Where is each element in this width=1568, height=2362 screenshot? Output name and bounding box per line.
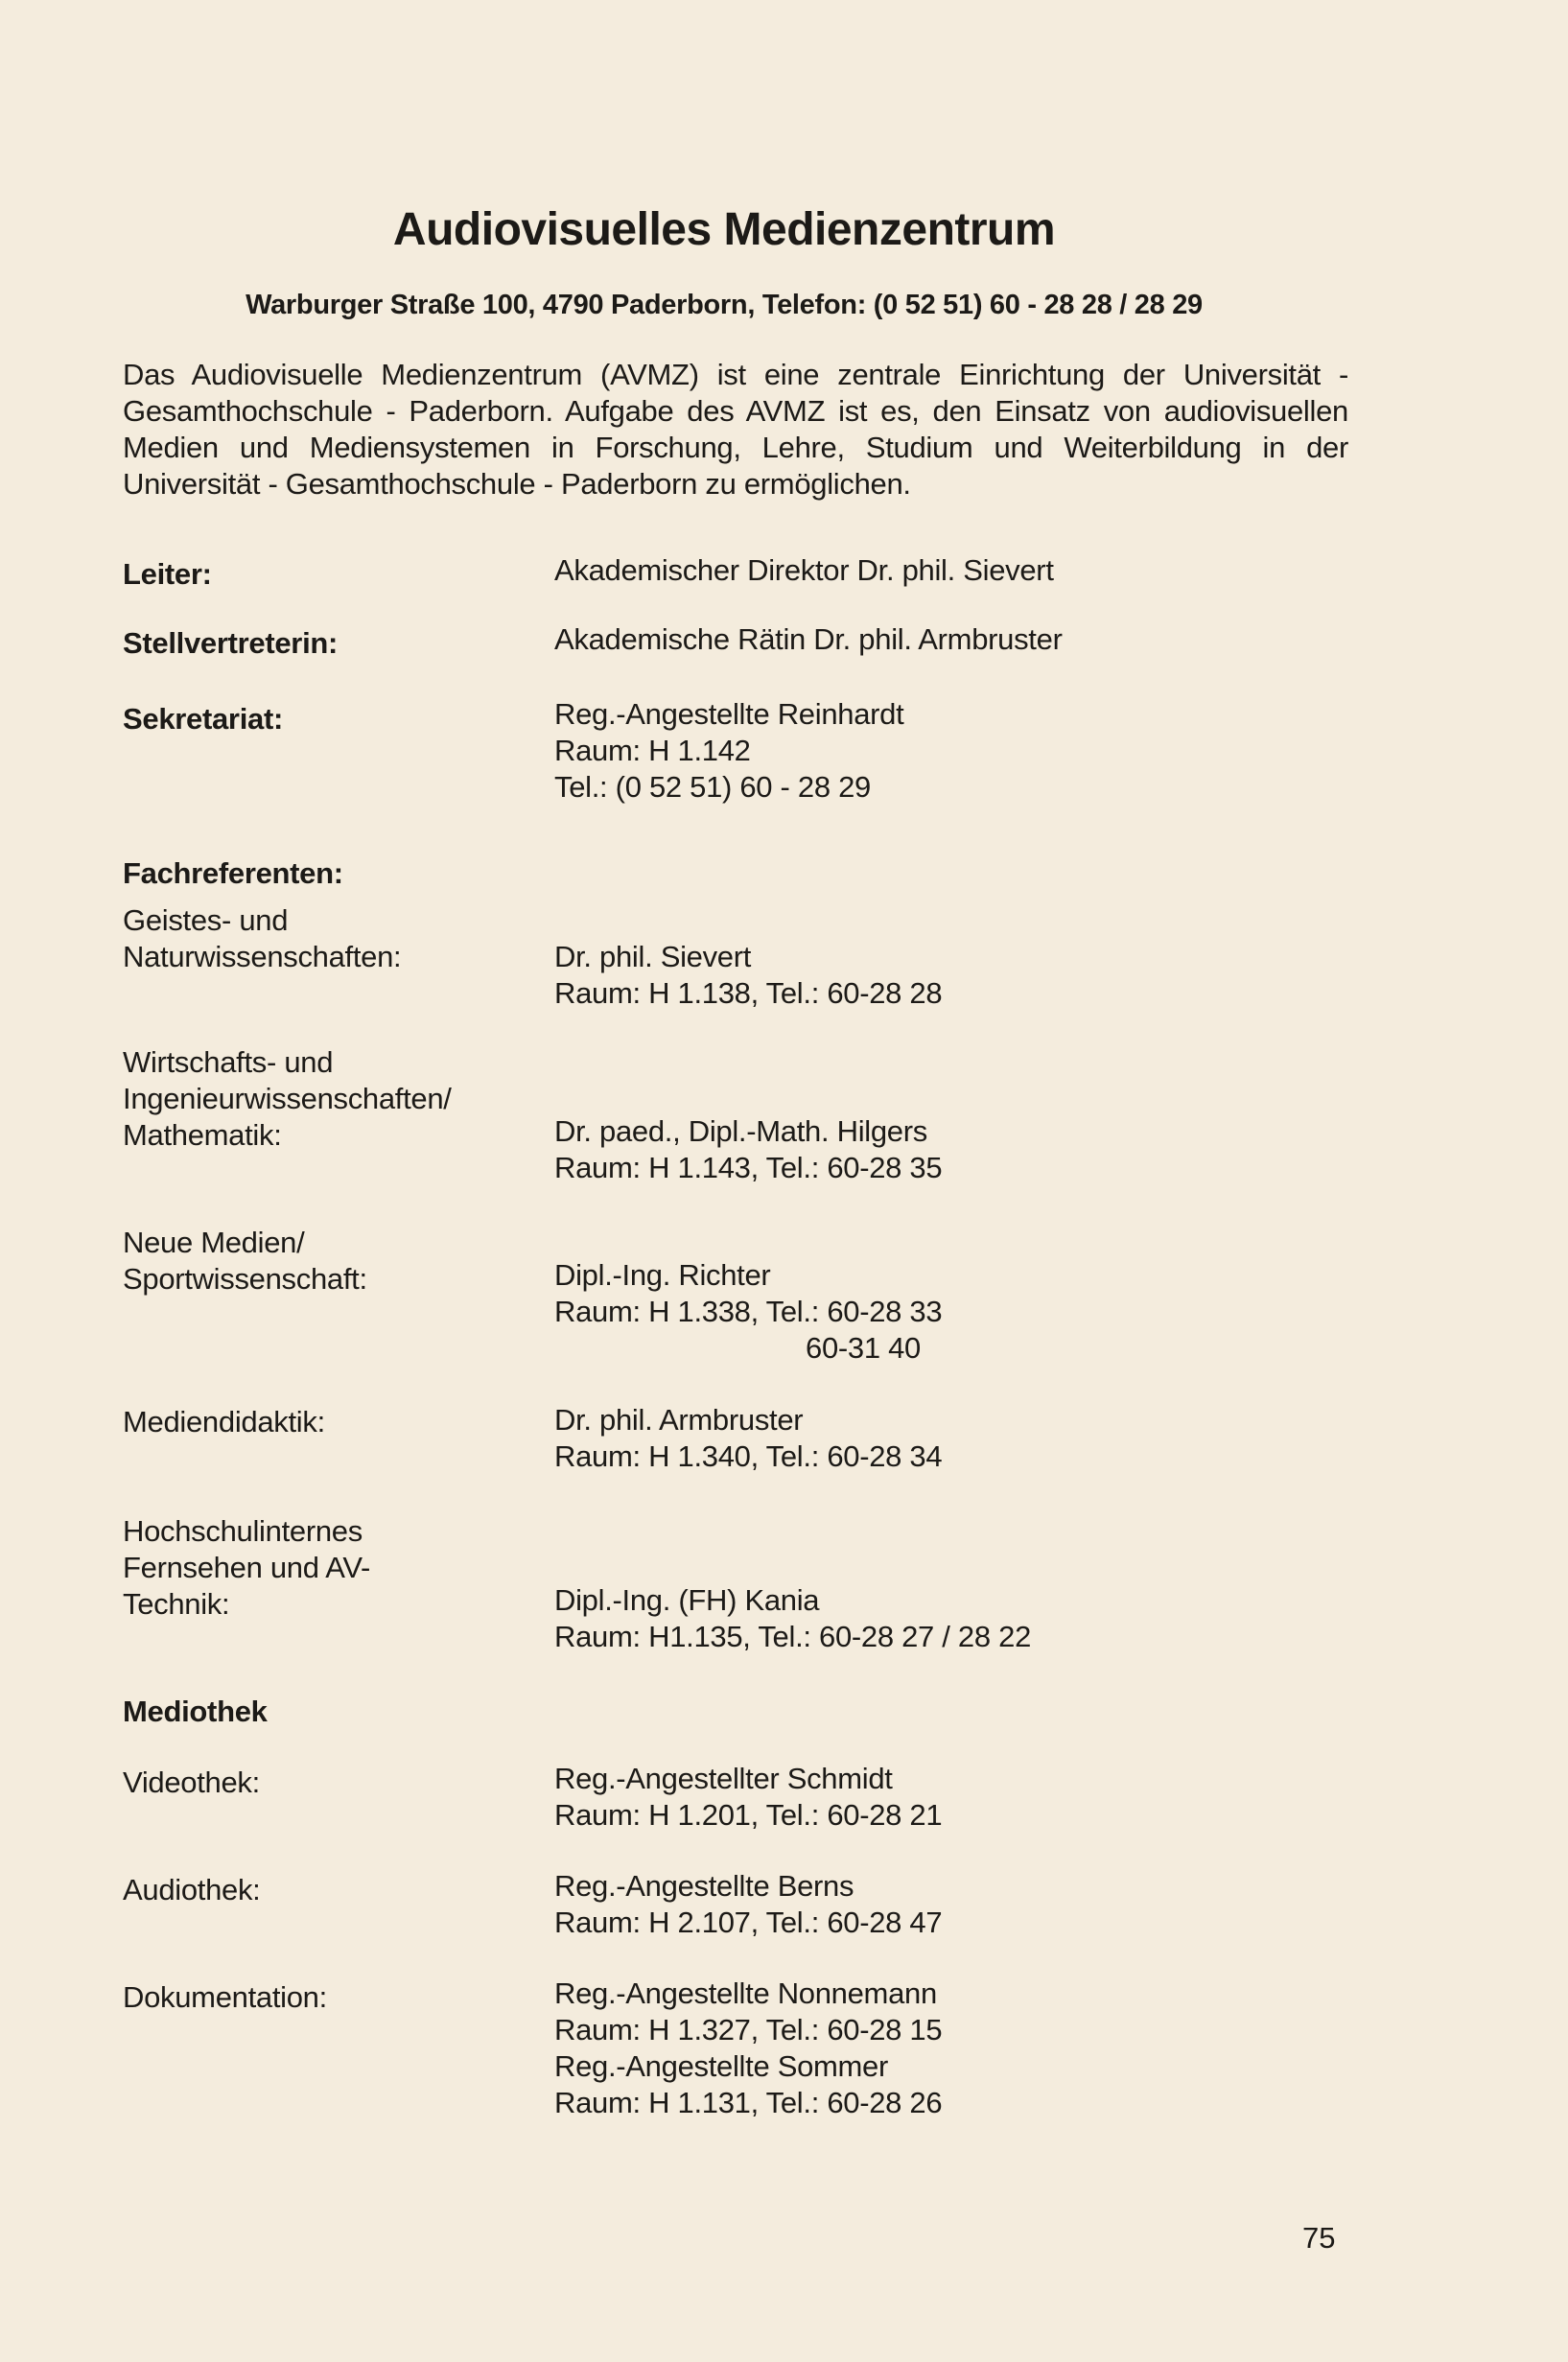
dokumentation-line: Raum: H 1.327, Tel.: 60-28 15: [554, 2013, 943, 2046]
sekretariat-value: [554, 696, 1341, 806]
stellvertreterin-value: Akademische Rätin Dr. phil. Armbruster: [554, 622, 1063, 656]
wirtschaft-label-line: Mathematik:: [123, 1118, 282, 1152]
videothek-label: Videothek:: [123, 1766, 260, 1799]
mediendidaktik-line: Dr. phil. Armbruster: [554, 1403, 804, 1437]
wirtschaft-label-line: Wirtschafts- und: [123, 1045, 334, 1079]
wirtschaft-line: Dr. paed., Dipl.-Math. Hilgers: [554, 1114, 927, 1148]
neue-medien-line: Raum: H 1.338, Tel.: 60-28 33: [554, 1295, 943, 1328]
page-number: 75: [1302, 2221, 1336, 2255]
sekretariat-line: Reg.-Angestellte Reinhardt: [554, 697, 904, 731]
videothek-line: Reg.-Angestellter Schmidt: [554, 1762, 893, 1795]
page-title: Audiovisuelles Medienzentrum: [392, 204, 1056, 255]
hochschul-tv-label-line: Hochschulinternes: [123, 1514, 363, 1548]
dokumentation-label: Dokumentation:: [123, 1980, 327, 2014]
leiter-value: Akademischer Direktor Dr. phil. Sievert: [554, 553, 1054, 587]
neue-medien-label-line: Neue Medien/: [123, 1226, 305, 1259]
address-line: Warburger Straße 100, 4790 Paderborn, Telefon: (0 52 51) 60 - 28 28 / 28 29: [246, 290, 1203, 320]
hochschul-tv-label-line: Fernsehen und AV-: [123, 1551, 371, 1584]
hochschul-tv-label: [123, 1513, 526, 1623]
audiothek-line: Raum: H 2.107, Tel.: 60-28 47: [554, 1906, 943, 1939]
mediendidaktik-value: [554, 1402, 1341, 1475]
hochschul-tv-label-line: Technik:: [123, 1587, 230, 1621]
wirtschaft-label: [123, 1044, 526, 1154]
geistes-label-line: Geistes- und: [123, 903, 289, 937]
videothek-line: Raum: H 1.201, Tel.: 60-28 21: [554, 1798, 943, 1832]
dokumentation-line: Raum: H 1.131, Tel.: 60-28 26: [554, 2086, 943, 2119]
intro-paragraph: Das Audiovisuelle Medienzentrum (AVMZ) ist eine zentrale Einrichtung der Universität - Gesamthochschule - Paderborn. Aufgabe des AVMZ ist es, den Einsatz von audiovisuellen Medien und Mediensystemen in Forschung, Lehre, Studium und Weiterbildung in der Universität - Gesamthochschule - Paderborn zu ermöglichen.: [123, 358, 1348, 501]
mediendidaktik-label: Mediendidaktik:: [123, 1405, 325, 1438]
wirtschaft-line: Raum: H 1.143, Tel.: 60-28 35: [554, 1151, 943, 1184]
audiothek-line: Reg.-Angestellte Berns: [554, 1869, 854, 1903]
audiothek-label: Audiothek:: [123, 1873, 261, 1906]
neue-medien-label: [123, 1225, 526, 1298]
geistes-value: [554, 939, 1341, 1012]
videothek-value: [554, 1761, 1341, 1834]
dokumentation-line: Reg.-Angestellte Nonnemann: [554, 1976, 937, 2010]
sekretariat-line: Tel.: (0 52 51) 60 - 28 29: [554, 770, 871, 804]
dokumentation-value: [554, 1976, 1341, 2121]
hochschul-tv-line: Raum: H1.135, Tel.: 60-28 27 / 28 22: [554, 1620, 1032, 1653]
geistes-line: Raum: H 1.138, Tel.: 60-28 28: [554, 976, 943, 1010]
mediendidaktik-line: Raum: H 1.340, Tel.: 60-28 34: [554, 1439, 943, 1473]
hochschul-tv-value: [554, 1582, 1341, 1655]
neue-medien-line: 60-31 40: [806, 1331, 921, 1365]
neue-medien-label-line: Sportwissenschaft:: [123, 1262, 367, 1296]
audiothek-value: [554, 1868, 1341, 1941]
wirtschaft-value: [554, 1113, 1341, 1186]
geistes-label: [123, 902, 526, 975]
wirtschaft-label-line: Ingenieurwissenschaften/: [123, 1082, 452, 1115]
dokumentation-line: Reg.-Angestellte Sommer: [554, 2049, 889, 2083]
hochschul-tv-line: Dipl.-Ing. (FH) Kania: [554, 1583, 820, 1617]
mediothek-heading: Mediothek: [123, 1695, 268, 1728]
sekretariat-line: Raum: H 1.142: [554, 734, 751, 767]
stellvertreterin-label: Stellvertreterin:: [123, 626, 339, 660]
leiter-label: Leiter:: [123, 557, 212, 591]
geistes-line: Dr. phil. Sievert: [554, 940, 752, 973]
fachreferenten-heading: Fachreferenten:: [123, 856, 343, 890]
sekretariat-label: Sekretariat:: [123, 702, 283, 736]
neue-medien-line: Dipl.-Ing. Richter: [554, 1258, 771, 1292]
geistes-label-line: Naturwissenschaften:: [123, 940, 402, 973]
neue-medien-value: [554, 1257, 1341, 1367]
